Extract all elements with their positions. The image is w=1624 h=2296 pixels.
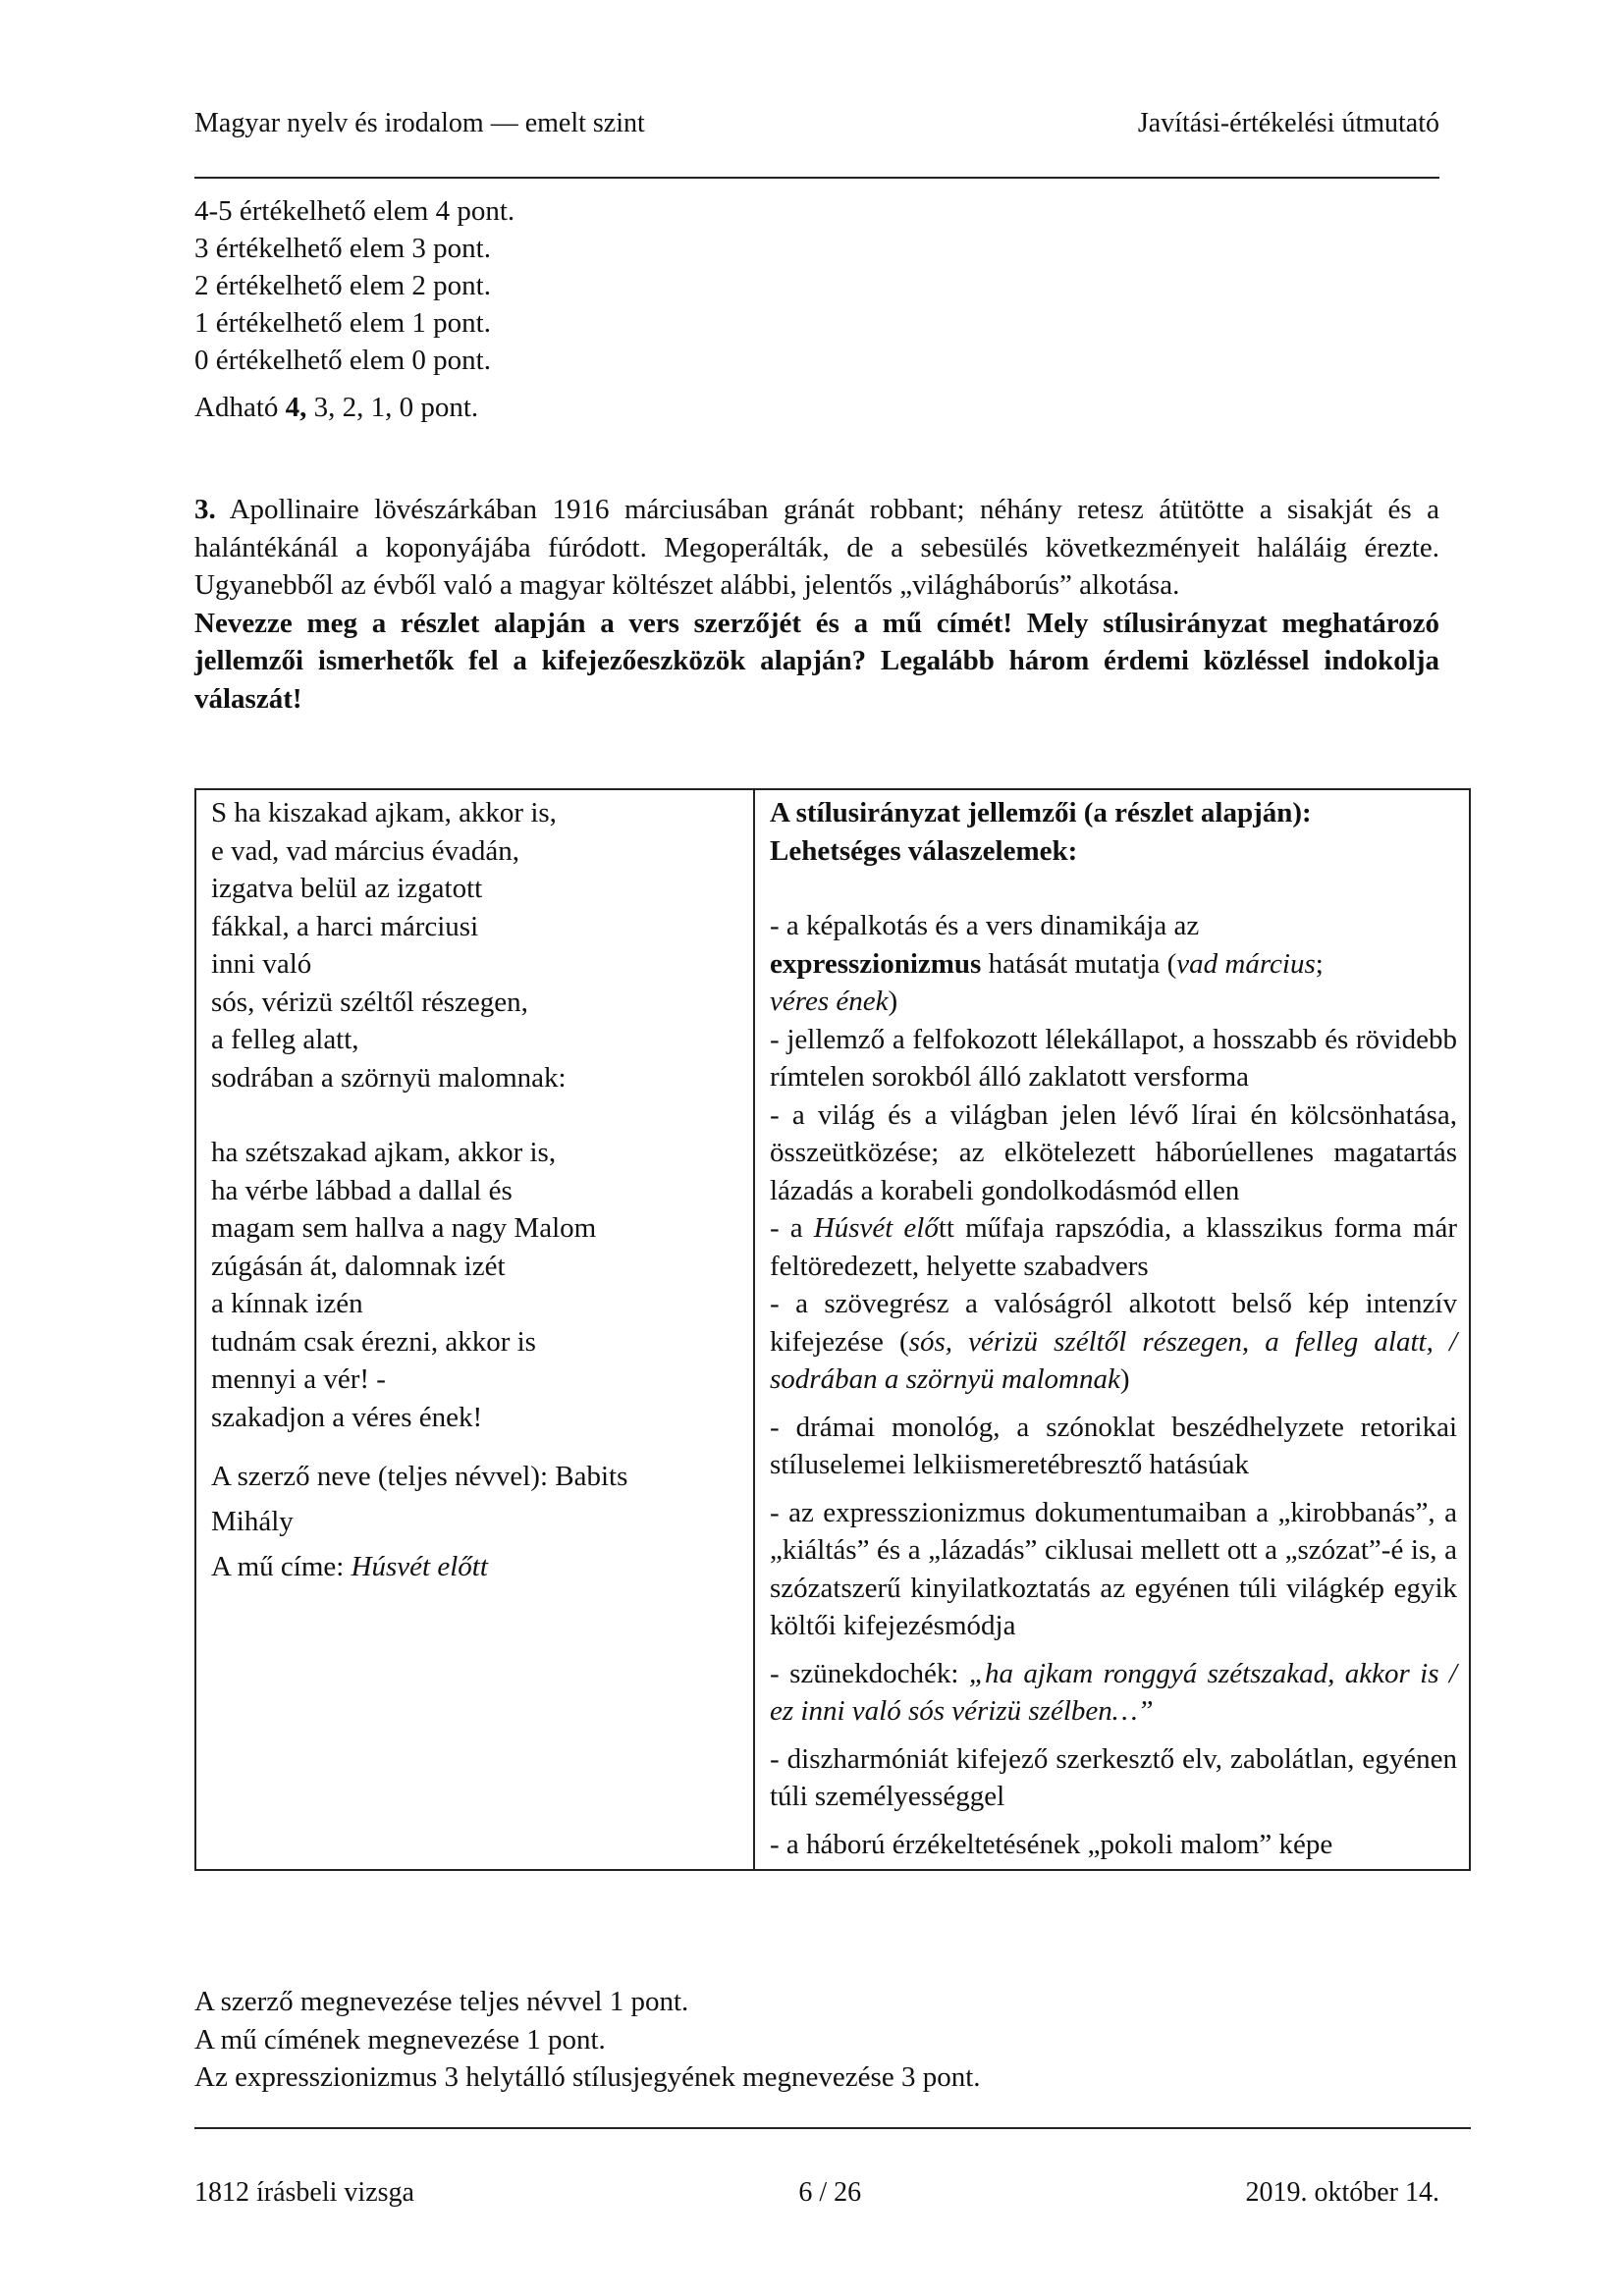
- answer-text: ;: [1315, 947, 1324, 980]
- poem-cell: [195, 789, 754, 1870]
- task-text: Apollinaire lövészárkában 1916 márciusában gránát robbant; néhány retesz átütötte a sisakját és a halántékánál a koponyájába fúródott. Megoperálták, de a sebesülés következményeit haláláig érezte. Ugyanebből az évből való a magyar költészet alábbi, jelentős „világháborús”: [194, 494, 1439, 601]
- answer-text: a klasszikus forma már feltöredezett, helyette szabadvers: [770, 1212, 1457, 1282]
- answer-text: - a szövegrész a valóságról alkotott belső kép intenzív kifejezése (: [770, 1288, 1457, 1358]
- answer-italic: „ha ajkam ronggyá szétszakad, akkor is / ez inni való sós vérizü szélben…”: [770, 1657, 1457, 1727]
- points-max: 4,: [285, 392, 307, 423]
- scoring-line: 0 értékelhető elem 0 pont.: [194, 345, 491, 376]
- poem-line: magam sem hallva a nagy Malom: [211, 1212, 597, 1244]
- poem-line: fákkal, a harci márciusi: [211, 910, 479, 942]
- poem-line: ha szétszakad ajkam, akkor is,: [211, 1137, 557, 1168]
- summary-line: A szerző megnevezése teljes névvel 1 pont.: [194, 1986, 689, 2017]
- poem-line: zúgásán át, dalomnak izét: [211, 1250, 506, 1282]
- answer-text: ): [1119, 1363, 1130, 1395]
- answer-italic: vad március: [1176, 947, 1316, 980]
- answer-bold: expresszionizmus: [770, 947, 982, 980]
- footer-divider: [194, 2127, 1471, 2129]
- exam-code: 1812 írásbeli vizsga: [194, 2177, 414, 2208]
- task-intro: [194, 491, 1439, 605]
- author-name-line: Mihály: [211, 1506, 294, 1537]
- poem-meta: [211, 1454, 741, 1589]
- answer-items: [770, 907, 1457, 1863]
- answer-text: hatását mutatja (: [981, 947, 1177, 980]
- answer-text: tt műfaja rapszódia: [938, 1212, 1164, 1244]
- poem-stanza-2: [211, 1134, 741, 1436]
- work-title-value: Húsvét előtt: [351, 1551, 488, 1582]
- task-text-end: alkotása.: [1079, 569, 1180, 601]
- answer-item: - a világ és a világban jelen lévő lírai én kölcsönhatása, összeütközése; az elkötelezett háborúellenes magatartás lázadás a korabeli gondolkodásmód ellen: [770, 1098, 1457, 1206]
- summary-line: Az expresszionizmus 3 helytálló stílusjegyének megnevezése 3 pont.: [194, 2061, 981, 2093]
- page-number: 6 / 26: [798, 2177, 862, 2208]
- answer-text: - szünekdochék:: [770, 1657, 969, 1689]
- answer-item: - jellemző a felfokozott lélekállapot, a hosszabb és rövidebb rímtelen sorokból álló zaklatott versforma: [770, 1023, 1457, 1093]
- answer-item: [770, 1655, 1457, 1731]
- answers-heading: [770, 794, 1457, 870]
- points-rest: 3, 2, 1, 0 pont.: [306, 392, 479, 423]
- answer-item: [770, 1285, 1457, 1399]
- answer-item: - az expresszionizmus dokumentumaiban a „kirobbanás”, a „kiáltás” és a „lázadás” ciklusai mellett ott a „szózat”-é is, a szózatszerű kinyilatkoztatás az egyénen túli világkép egyik költői kifejezésmódja: [770, 1496, 1457, 1641]
- answers-heading-line-2: Lehetséges válaszelemek:: [770, 834, 1078, 867]
- answer-item: [770, 1209, 1457, 1285]
- header-divider: [194, 177, 1439, 179]
- answer-italic: sós, vérizü széltől részegen, a felleg alatt, / sodrában a szörnyü malomnak: [770, 1325, 1457, 1395]
- points-available: [194, 389, 514, 426]
- scoring-line: 2 értékelhető elem 2 pont.: [194, 270, 491, 301]
- answer-italic: véres ének: [770, 986, 889, 1017]
- task-number: 3.: [194, 494, 216, 525]
- answer-italic: ,: [1164, 1212, 1172, 1244]
- poem-line: sós, vérizü széltől részegen,: [211, 986, 528, 1018]
- poem-line: izgatva belül az izgatott: [211, 873, 483, 904]
- answer-item: [770, 907, 1457, 1021]
- scoring-rules: [194, 192, 514, 426]
- scoring-line: 4-5 értékelhető elem 4 pont.: [194, 195, 515, 227]
- poem-line: e vad, vad március évadán,: [211, 834, 520, 867]
- poem-line: tudnám csak érezni, akkor is: [211, 1325, 536, 1358]
- poem-line: inni való: [211, 948, 312, 980]
- answer-table: [194, 788, 1471, 1871]
- answer-item: - drámai monológ, a szónoklat beszédhelyzete retorikai stíluselemei lelkiismeretébresztő hatásúak: [770, 1411, 1457, 1480]
- poem-line: sodrában a szörnyü malomnak:: [211, 1061, 567, 1094]
- scoring-line: 3 értékelhető elem 3 pont.: [194, 233, 491, 264]
- work-title-line: [211, 1544, 741, 1589]
- answer-item: - a háború érzékeltetésének „pokoli malom” képe: [770, 1828, 1333, 1860]
- poem-line: a felleg alatt,: [211, 1024, 359, 1055]
- page-header: [194, 108, 1439, 139]
- points-prefix: Adható: [194, 392, 286, 423]
- task-instruction: [194, 605, 1439, 719]
- answer-text: - a képalkotás és a vers dinamikája az: [770, 910, 1200, 941]
- poem-line: mennyi a vér! -: [211, 1363, 386, 1395]
- page-footer: [194, 2177, 1439, 2209]
- stanza-gap: [211, 1096, 741, 1134]
- poem-stanza-1: [211, 794, 741, 1096]
- instruction-text-end: érdemi közléssel indokolja válaszát!: [194, 645, 1439, 715]
- answer-item: - diszharmóniát kifejező szerkesztő elv, zabolátlan, egyénen túli személyességgel: [770, 1742, 1457, 1812]
- author-label-line: A szerző neve (teljes névvel): Babits: [211, 1461, 628, 1492]
- poem-line: a kínnak izén: [211, 1288, 363, 1319]
- instruction-text: Nevezze meg a részlet alapján a vers szerzőjét és a mű címét! Mely stílusirányzat meghatározó jellemzői ismerhetők fel a kifejezőeszközök alapján? Legalább három: [194, 607, 1439, 676]
- answer-italic: Húsvét elő: [813, 1212, 939, 1244]
- answers-heading-line-1: A stílusirányzat jellemzői (a részlet alapján):: [770, 797, 1312, 828]
- task-3: [194, 491, 1439, 718]
- poem-line: S ha kiszakad ajkam, akkor is,: [211, 797, 557, 828]
- points-summary: [194, 1983, 981, 2097]
- answer-text: - a: [770, 1212, 814, 1244]
- answer-text: ): [888, 986, 898, 1017]
- answers-cell: [754, 789, 1470, 1870]
- header-guide-title: Javítási-értékelési útmutató: [1137, 108, 1439, 138]
- exam-date: 2019. október 14.: [1245, 2177, 1439, 2208]
- work-title-label: A mű címe:: [211, 1551, 352, 1582]
- scoring-line: 1 értékelhető elem 1 pont.: [194, 307, 491, 339]
- header-subject: Magyar nyelv és irodalom — emelt szint: [194, 108, 645, 138]
- poem-line: szakadjon a véres ének!: [211, 1401, 483, 1433]
- poem-line: ha vérbe lábbad a dallal és: [211, 1174, 513, 1206]
- summary-line: A mű címének megnevezése 1 pont.: [194, 2023, 606, 2056]
